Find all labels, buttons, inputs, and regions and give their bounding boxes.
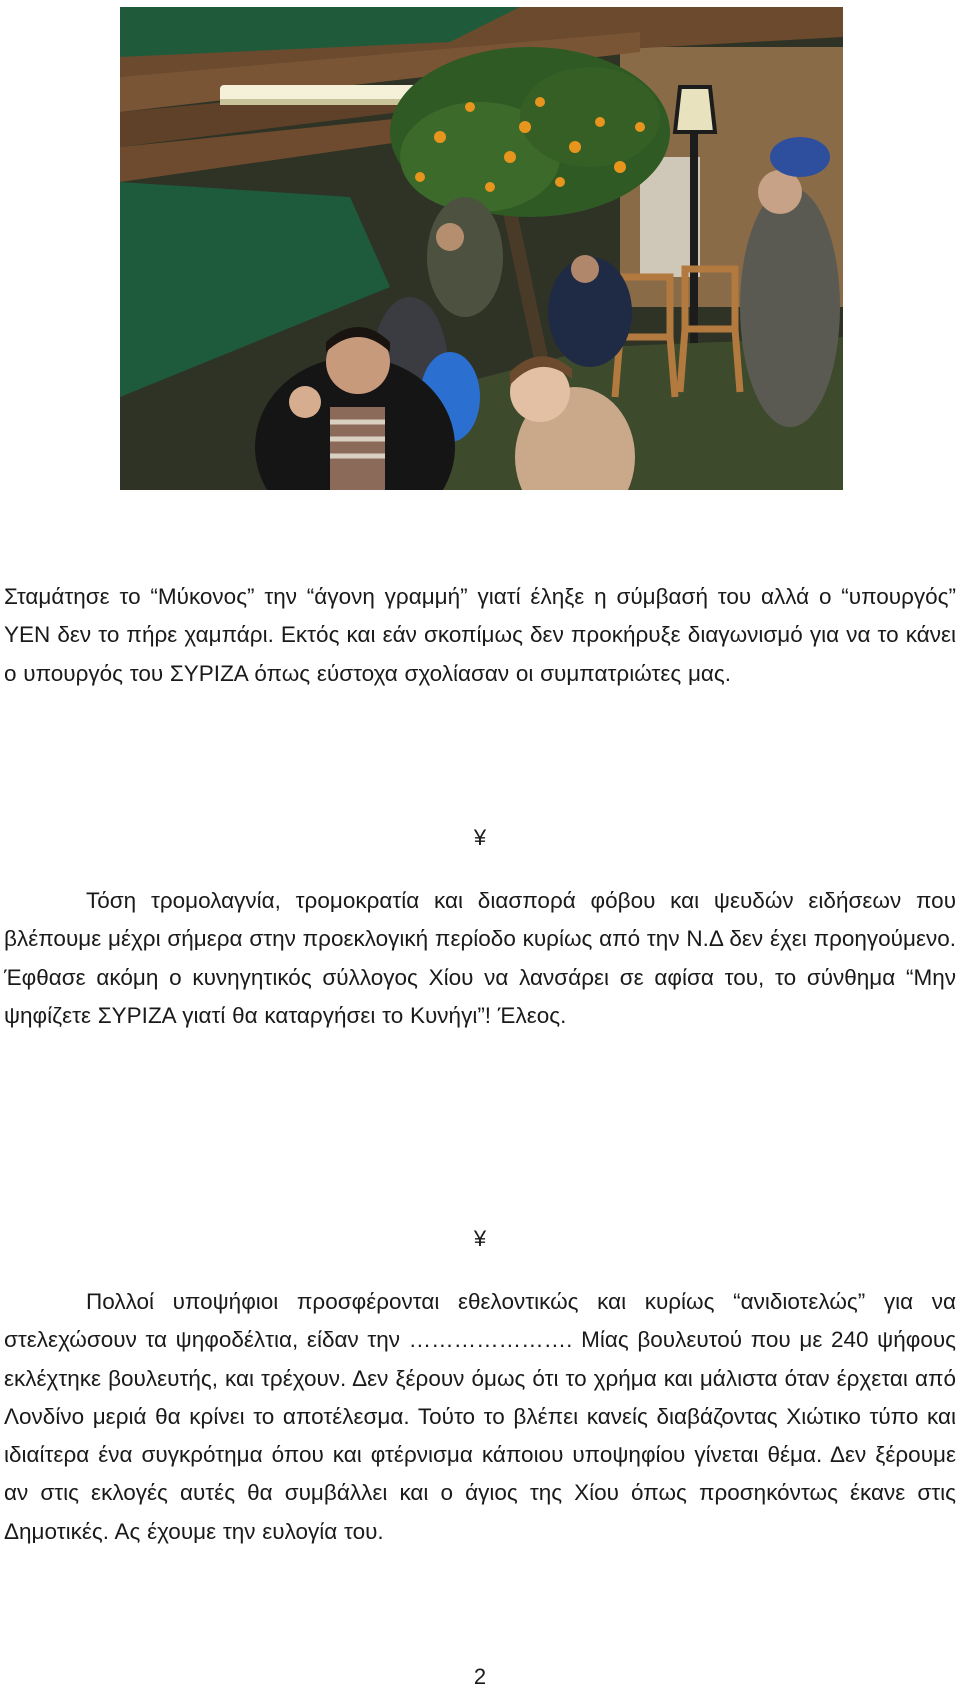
paragraph-fear-campaign: Τόση τρομολαγνία, τρομοκρατία και διασπορά φόβου και ψευδών ειδήσεων που βλέπουμε μέχρι σήμερα στην προεκλογική περίοδο κυρίως από την Ν.Δ δεν έχει προηγούμενο. Έφθασε ακόμη ο κυνηγητικός σύλλογος Χίου να λανσάρει σε αφίσα του, το σύνθημα “Μην ψηφίζετε ΣΥΡΙΖΑ γιατί θα καταργήσει το Κυνήγι”! Έλεος. (4, 888, 956, 1028)
event-photo-illustration (120, 7, 843, 490)
section-separator: ¥ (473, 1226, 487, 1251)
section-separator: ¥ (473, 825, 487, 850)
page-number: 2 (473, 1664, 487, 1689)
paragraph-candidates: Πολλοί υποψήφιοι προσφέρονται εθελοντικώς και κυρίως “ανιδιοτελώς” για να στελεχώσουν τα ψηφοδέλτια, είδαν την …………………. Μίας βουλευτού που με 240 ψήφους εκλέχτηκε βουλευτής, και τρέχουν. Δεν ξέρουν όμως ότι το χρήμα και μάλιστα όταν έρχεται από Λονδίνο μεριά θα κρίνει το αποτέλεσμα. Τούτο το βλέπει κανείς διαβάζοντας Χιώτικο τύπο και ιδιαίτερα ένα συγκρότημα όπου και φτέρνισμα κάποιου υποψηφίου γίνεται θέμα. Δεν ξέρουμε αν στις εκλογές αυτές θα συμβάλλει και ο άγιος της Χίου όπως προσηκόντως έκανε στις Δημοτικές. Ας έχουμε την ευλογία του. (4, 1289, 956, 1544)
paragraph-mykonos: Σταμάτησε το “Μύκονος” την “άγονη γραμμή” γιατί έληξε η σύμβασή του αλλά ο “υπουργός” ΥΕΝ δεν το πήρε χαμπάρι. Εκτός και εάν σκοπίμως δεν προκήρυξε διαγωνισμό για να το κάνει ο υπουργός του ΣΥΡΙΖΑ όπως εύστοχα σχολίασαν οι συμπατριώτες μας. (4, 584, 956, 686)
event-photo (120, 7, 843, 490)
